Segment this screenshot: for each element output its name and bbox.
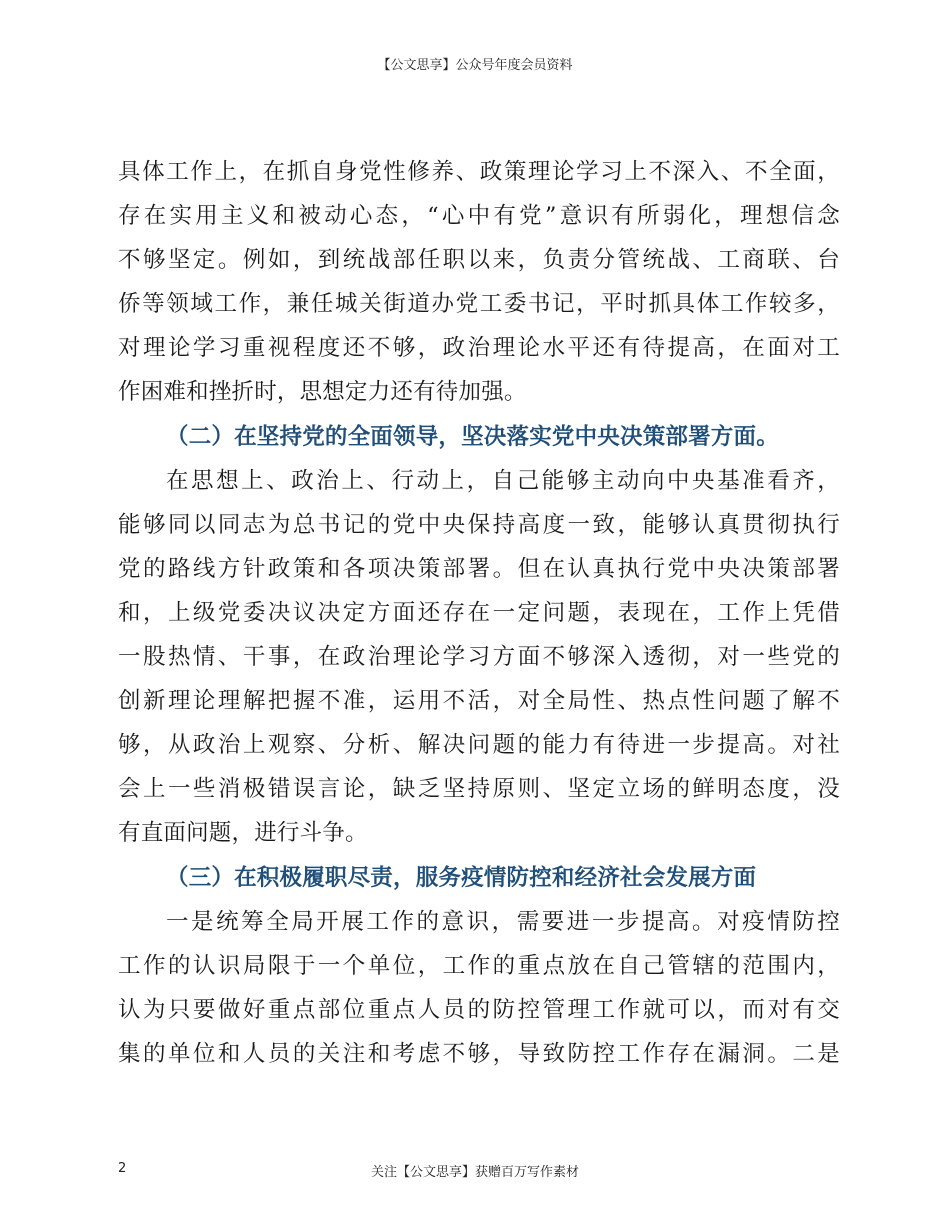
text-line: 不够坚定。例如，到统战部任职以来，负责分管统战、工商联、台: [118, 247, 840, 274]
text-line: 够，从政治上观察、分析、解决问题的能力有待进一步提高。对社: [118, 732, 840, 759]
text-line: 具体工作上，在抓自身党性修养、政策理论学习上不深入、不全面，: [118, 159, 840, 185]
page-header: 【公文思享】公众号年度会员资料: [377, 58, 573, 73]
text-line: 党的路线方针政策和各项决策部署。但在认真执行党中央决策部署: [118, 555, 840, 582]
text-line: 工作的认识局限于一个单位，工作的重点放在自己管辖的范围内，: [118, 952, 840, 979]
text-line: 对理论学习重视程度还不够，政治理论水平还有待提高，在面对工: [118, 335, 840, 362]
footer-text: 关注【公文思享】获赠百万写作素材: [370, 1165, 579, 1180]
text-line: 集的单位和人员的关注和考虑不够，导致防控工作存在漏洞。二是: [118, 1040, 840, 1067]
text-line: 侨等领域工作，兼任城关街道办党工委书记，平时抓具体工作较多，: [118, 291, 840, 318]
text-line: 有直面问题，进行斗争。: [118, 820, 368, 847]
text-line: 创新理论理解把握不准，运用不活，对全局性、热点性问题了解不: [118, 688, 840, 715]
text-line: 在思想上、政治上、行动上，自己能够主动向中央基准看齐，: [166, 467, 840, 494]
document-body: [118, 150, 840, 1076]
text-line: 和，上级党委决议决定方面还存在一定问题，表现在，工作上凭借: [118, 599, 840, 626]
text-line: 能够同以同志为总书记的党中央保持高度一致，能够认真贯彻执行: [118, 511, 840, 538]
page-number: 2: [118, 1161, 127, 1176]
section-heading: （二）在坚持党的全面领导，坚决落实党中央决策部署方面。: [166, 423, 779, 450]
text-line: 作困难和挫折时，思想定力还有待加强。: [118, 379, 527, 406]
text-line: 认为只要做好重点部位重点人员的防控管理工作就可以，而对有交: [118, 996, 840, 1023]
section-heading: （三）在积极履职尽责，服务疫情防控和经济社会发展方面: [166, 864, 757, 891]
text-line: 一股热情、干事，在政治理论学习方面不够深入透彻，对一些党的: [118, 644, 840, 671]
text-line: 一是统筹全局开展工作的意识，需要进一步提高。对疫情防控: [166, 908, 840, 935]
text-line: 存在实用主义和被动心态，“心中有党”意识有所弱化，理想信念: [118, 203, 840, 230]
text-line: 会上一些消极错误言论，缺乏坚持原则、坚定立场的鲜明态度，没: [118, 776, 840, 803]
